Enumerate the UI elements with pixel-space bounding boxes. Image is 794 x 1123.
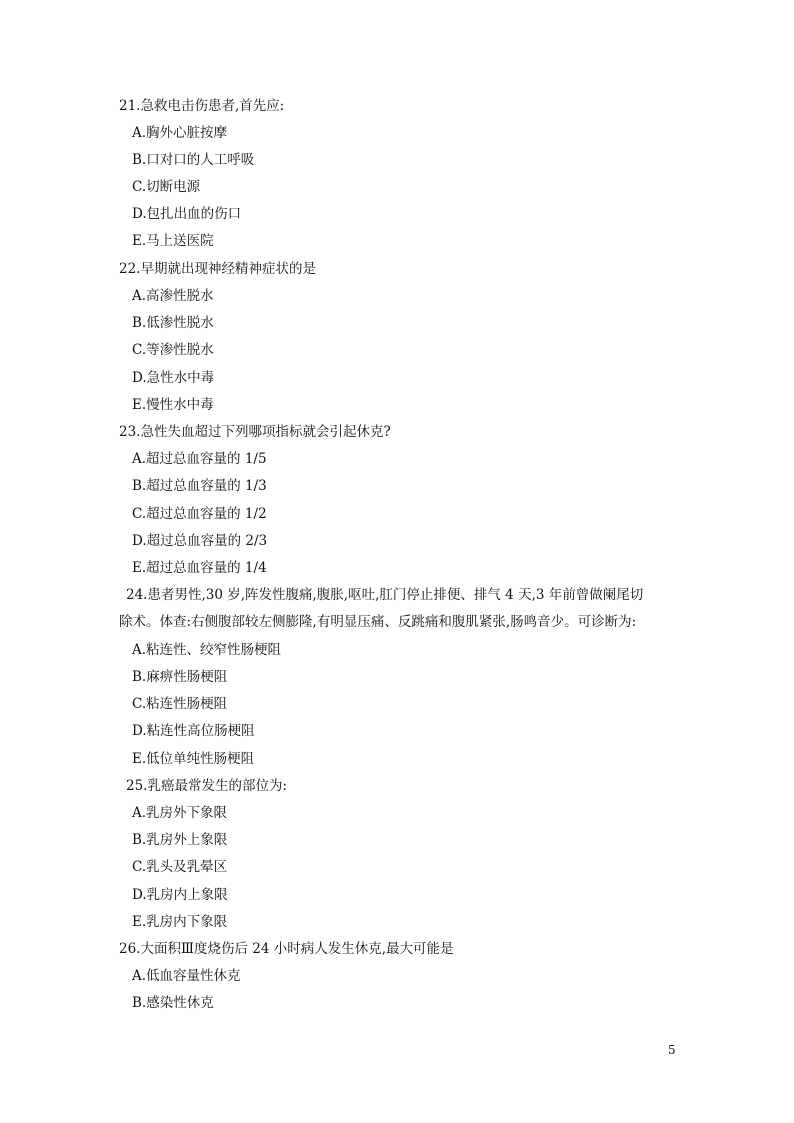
question-23-option-a: A.超过总血容量的 1/5 — [132, 451, 267, 467]
question-21-option-c: C.切断电源 — [132, 179, 201, 195]
question-22-option-c: C.等渗性脱水 — [132, 342, 214, 358]
question-22-option-a: A.高渗性脱水 — [132, 288, 214, 304]
question-22-option-d: D.急性水中毒 — [132, 370, 215, 386]
question-25-option-c: C.乳头及乳晕区 — [132, 859, 228, 875]
question-25-option-e: E.乳房内下象限 — [132, 914, 228, 930]
question-24-option-e: E.低位单纯性肠梗阻 — [132, 751, 255, 767]
page-number: 5 — [668, 1043, 676, 1057]
question-24-option-a: A.粘连性、绞窄性肠梗阻 — [132, 642, 282, 658]
question-26-option-a: A.低血容量性休克 — [132, 968, 241, 984]
question-24-stem-continued: 除术。体查:右侧腹部较左侧膨隆,有明显压痛、反跳痛和腹肌紧张,肠鸣音少。可诊断为: — [119, 614, 637, 630]
question-25-option-d: D.乳房内上象限 — [132, 887, 228, 903]
question-24-option-d: D.粘连性高位肠梗阻 — [132, 723, 255, 739]
question-23-stem: 23.急性失血超过下列哪项指标就会引起休克? — [119, 424, 391, 440]
question-21-option-b: B.口对口的人工呼吸 — [132, 152, 255, 168]
question-24-stem: 24.患者男性,30 岁,阵发性腹痛,腹胀,呕吐,肛门停止排便、排气 4 天,3 年前曾做阑尾切 — [126, 587, 644, 603]
question-25-option-b: B.乳房外上象限 — [132, 832, 228, 848]
question-21-option-e: E.马上送医院 — [132, 233, 214, 249]
question-21-option-a: A.胸外心脏按摩 — [132, 125, 228, 141]
question-24-option-c: C.粘连性肠梗阻 — [132, 696, 228, 712]
question-26-option-b: B.感染性休克 — [132, 995, 214, 1011]
question-23-option-e: E.超过总血容量的 1/4 — [132, 560, 267, 576]
question-23-option-b: B.超过总血容量的 1/3 — [132, 478, 267, 494]
question-22-option-b: B.低渗性脱水 — [132, 315, 214, 331]
question-25-option-a: A.乳房外下象限 — [132, 805, 228, 821]
question-25-stem: 25.乳癌最常发生的部位为: — [126, 778, 288, 794]
question-23-option-d: D.超过总血容量的 2/3 — [132, 533, 268, 549]
question-26-stem: 26.大面积Ⅲ度烧伤后 24 小时病人发生休克,最大可能是 — [119, 941, 454, 957]
question-22-stem: 22.早期就出现神经精神症状的是 — [119, 261, 316, 277]
question-22-option-e: E.慢性水中毒 — [132, 397, 214, 413]
question-24-option-b: B.麻痹性肠梗阻 — [132, 669, 228, 685]
question-21-option-d: D.包扎出血的伤口 — [132, 206, 242, 222]
question-21-stem: 21.急救电击伤患者,首先应: — [119, 98, 285, 114]
question-23-option-c: C.超过总血容量的 1/2 — [132, 506, 267, 522]
